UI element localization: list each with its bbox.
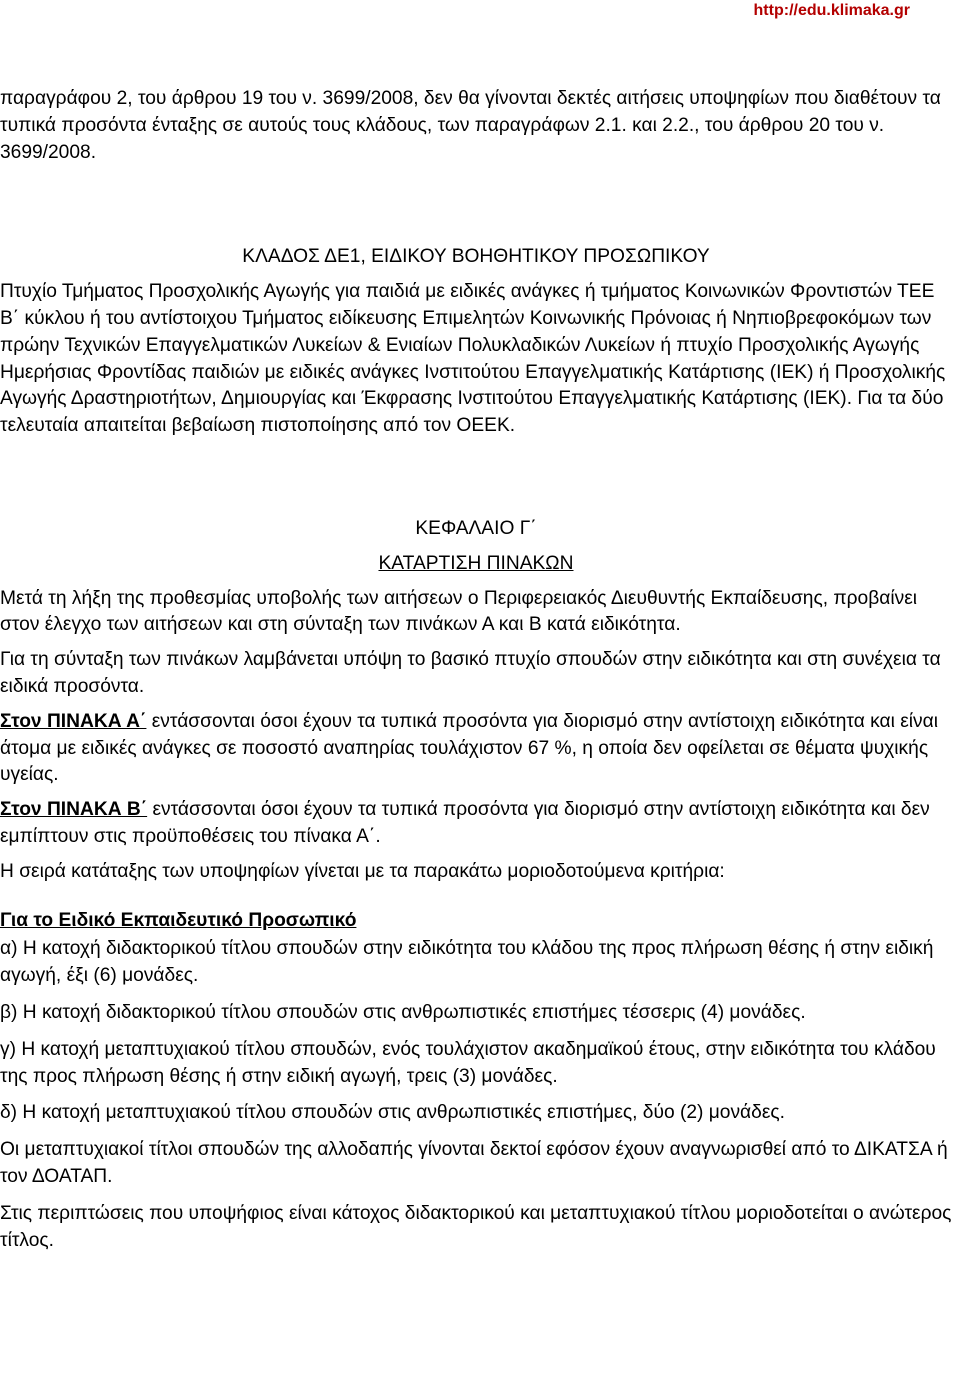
table-b-paragraph bbox=[0, 797, 952, 851]
source-url-link[interactable]: http://edu.klimaka.gr bbox=[753, 2, 910, 19]
criterion-item: γ) Η κατοχή μεταπτυχιακού τίτλου σπουδών, ενός τουλάχιστον ακαδημαϊκού έτους, στην ειδικότητα του κλάδου της προς πλήρωση θέσης ή στην ειδική αγωγή, τρεις (3) μονάδες. bbox=[0, 1038, 936, 1087]
chapter-paragraph-1: Μετά τη λήξη της προθεσμίας υποβολής των αιτήσεων ο Περιφερειακός Διευθυντής Εκπαίδευσης, προβαίνει στον έλεγχο των αιτήσεων και στη σύνταξη των πινάκων Α και Β κατά ειδικότητα. bbox=[0, 587, 918, 636]
document-body bbox=[0, 86, 952, 1254]
chapter-title: ΚΕΦΑΛΑΙΟ Γ΄ bbox=[415, 517, 537, 539]
de1-heading: ΚΛΑΔΟΣ ΔΕ1, ΕΙΔΙΚΟΥ ΒΟΗΘΗΤΙΚΟΥ ΠΡΟΣΩΠΙΚΟΥ bbox=[242, 246, 710, 268]
table-b-text: εντάσσονται όσοι έχουν τα τυπικά προσόντα για διορισμό στην αντίστοιχη ειδικότητα και δεν εμπίπτουν στις προϋποθέσεις του πίνακα Α΄. bbox=[0, 799, 930, 847]
table-a-text: εντάσσονται όσοι έχουν τα τυπικά προσόντα για διορισμό στην αντίστοιχη ειδικότητα και είναι άτομα με ειδικές ανάγκες σε ποσοστό αναπηρίας τουλάχιστον 67 %, η οποία δεν οφείλεται σε θέματα ψυχικής υγείας. bbox=[0, 710, 938, 786]
criterion-item: β) Η κατοχή διδακτορικού τίτλου σπουδών στις ανθρωπιστικές επιστήμες τέσσερις (4) μονάδες. bbox=[0, 1001, 806, 1023]
special-staff-heading: Για το Ειδικό Εκπαιδευτικό Προσωπικό bbox=[0, 909, 357, 931]
criterion-item: α) Η κατοχή διδακτορικού τίτλου σπουδών στην ειδικότητα του κλάδου της προς πλήρωση θέσης ή στην ειδική αγωγή, έξι (6) μονάδες. bbox=[0, 938, 934, 987]
table-a-paragraph bbox=[0, 709, 952, 789]
chapter-paragraph-2: Για τη σύνταξη των πινάκων λαμβάνεται υπόψη το βασικό πτυχίο σπουδών στην ειδικότητα και στη συνέχεια τα ειδικά προσόντα. bbox=[0, 649, 941, 697]
criteria-intro: Η σειρά κατάταξης των υποψηφίων γίνεται με τα παρακάτω μοριοδοτούμενα κριτήρια: bbox=[0, 860, 725, 882]
de1-body: Πτυχίο Τμήματος Προσχολικής Αγωγής για παιδιά με ειδικές ανάγκες ή τμήματος Κοινωνικών Φροντιστών ΤΕΕ Β΄ κύκλου ή του αντίστοιχου Τμήματος ειδίκευσης Επιμελητών Κοινωνικής Πρόνοιας ή Νηπιοβρεφοκόμων των πρώην Τεχνικών Επαγγελματικών Λυκείων & Ενιαίων Πολυκλαδικών Λυκείων ή πτυχίο Προσχολικής Αγωγής Ημερήσιας Φροντίδας παιδιών με ειδικές ανάγκες Ινστιτούτου Επαγγελματικής Κατάρτισης (ΙΕΚ) ή Προσχολικής Αγωγής Δραστηριοτήτων, Δημιουργίας και Έκφρασης Ινστιτούτου Επαγγελματικής Κατάρτισης (ΙΕΚ). Για τα δύο τελευταία απαιτείται βεβαίωση πιστοποίησης από τον ΟΕΕΚ. bbox=[0, 281, 946, 437]
criterion-item: Οι μεταπτυχιακοί τίτλοι σπουδών της αλλοδαπής γίνονται δεκτοί εφόσον έχουν αναγνωρισθεί από το ΔΙΚΑΤΣΑ ή τον ΔΟΑΤΑΠ. bbox=[0, 1139, 948, 1187]
table-a-label: Στον ΠΙΝΑΚΑ Α΄ bbox=[0, 710, 147, 732]
criterion-item: Στις περιπτώσεις που υποψήφιος είναι κάτοχος διδακτορικού και μεταπτυχιακού τίτλου μοριοδοτείται ο ανώτερος τίτλος. bbox=[0, 1202, 952, 1251]
table-b-label: Στον ΠΙΝΑΚΑ Β΄ bbox=[0, 799, 148, 821]
criterion-item: δ) Η κατοχή μεταπτυχιακού τίτλου σπουδών στις ανθρωπιστικές επιστήμες, δύο (2) μονάδες. bbox=[0, 1102, 785, 1124]
intro-paragraph: παραγράφου 2, του άρθρου 19 του ν. 3699/2008, δεν θα γίνονται δεκτές αιτήσεις υποψηφίων που διαθέτουν τα τυπικά προσόντα ένταξης σε αυτούς τους κλάδους, των παραγράφων 2.1. και 2.2., του άρθρου 20 του ν. 3699/2008. bbox=[0, 88, 941, 163]
chapter-subtitle: ΚΑΤΑΡΤΙΣΗ ΠΙΝΑΚΩΝ bbox=[378, 552, 574, 574]
